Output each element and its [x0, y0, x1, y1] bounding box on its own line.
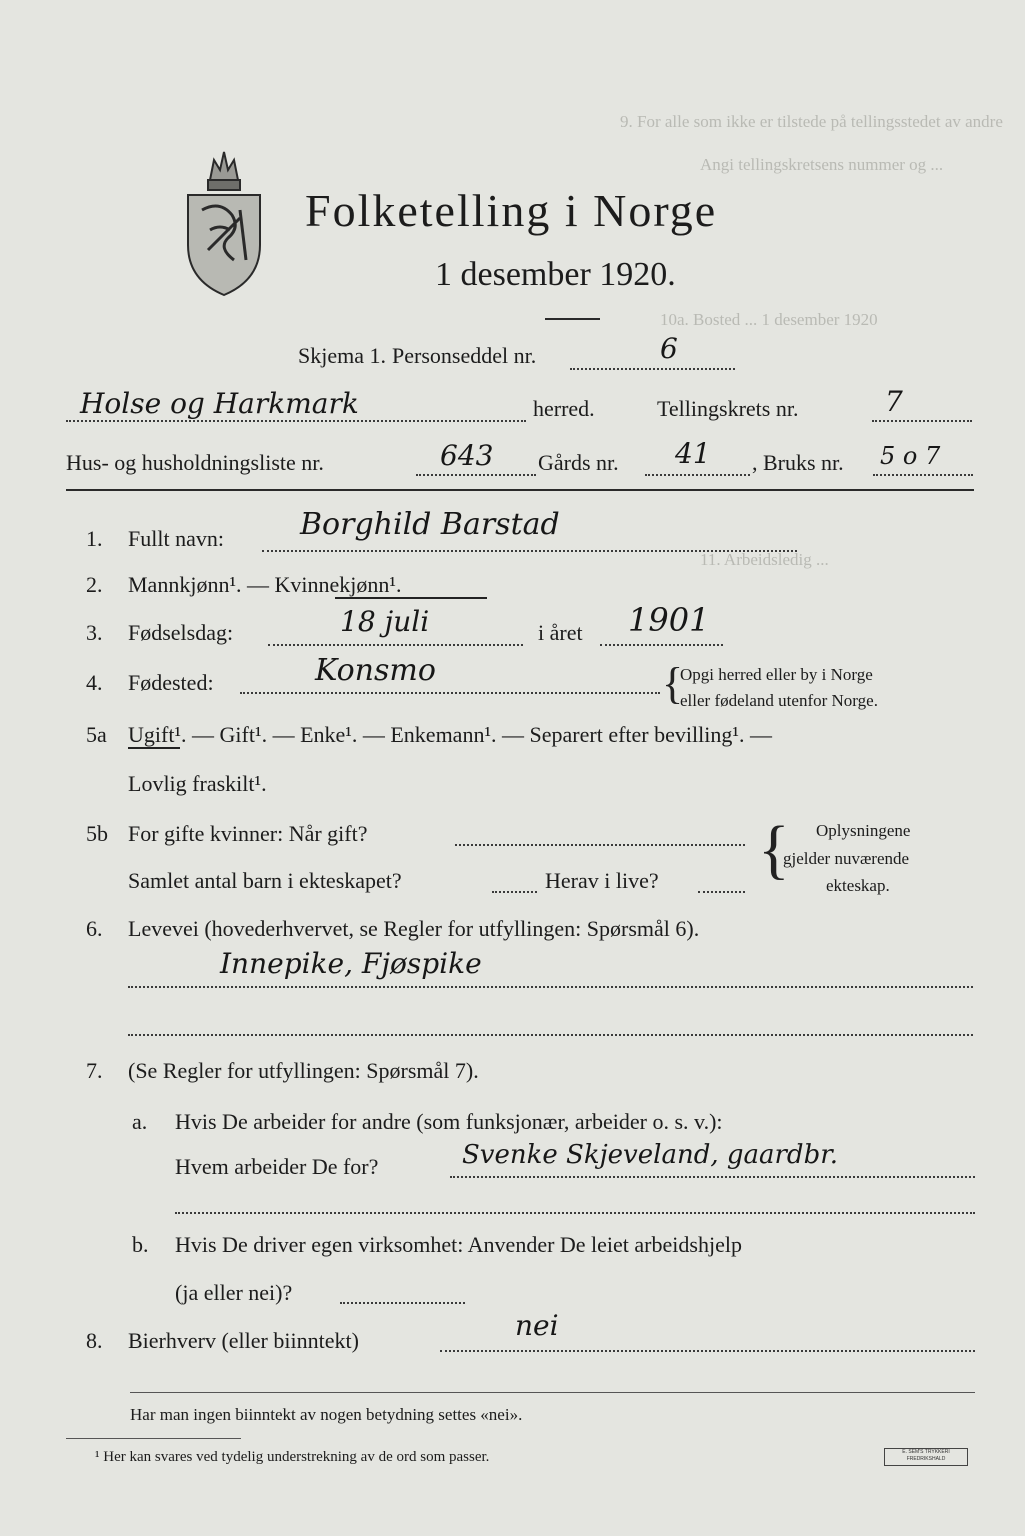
- q8-label: Bierhverv (eller biinntekt): [128, 1328, 359, 1353]
- q7a-question: Hvem arbeider De for?: [175, 1154, 379, 1179]
- birth-year-value: 1901: [628, 601, 710, 639]
- footnote: ¹ Her kan svares ved tydelig understrekning av de ord som passer.: [95, 1449, 490, 1465]
- q2-number: 2.: [86, 572, 103, 597]
- q7a-text: Hvis De arbeider for andre (som funksjonær, arbeider o. s. v.):: [175, 1109, 723, 1134]
- q6-number: 6.: [86, 916, 103, 941]
- q7b-question: (ja eller nei)?: [175, 1280, 293, 1305]
- birthplace-note-1: Opgi herred eller by i Norge: [680, 665, 873, 684]
- herred-label: herred.: [533, 396, 595, 421]
- birth-day-value: 18 juli: [340, 605, 430, 638]
- full-name-value: Borghild Barstad: [300, 507, 560, 542]
- show-through-text: 11. Arbeidsledig ...: [700, 550, 829, 569]
- footer-rule: [130, 1392, 975, 1393]
- marriage-note-1: Oplysningene: [816, 821, 911, 840]
- q3-number: 3.: [86, 620, 103, 645]
- side-income-value: nei: [515, 1309, 559, 1342]
- bruks-label: , Bruks nr.: [752, 450, 844, 475]
- birthplace-note-2: eller fødeland utenfor Norge.: [680, 691, 878, 710]
- title-divider: [545, 318, 600, 320]
- skjema-label: Skjema 1.: [298, 343, 386, 368]
- occupation-value: Innepike, Fjøspike: [220, 947, 482, 980]
- q8-number: 8.: [86, 1328, 103, 1353]
- printer-stamp: E. SEM'S TRYKKERI FREDRIKSHALD: [884, 1448, 968, 1466]
- q7-label: (Se Regler for utfyllingen: Spørsmål 7).: [128, 1058, 479, 1083]
- marital-status-options: Ugift¹. — Gift¹. — Enke¹. — Enkemann¹. — Separert efter bevilling¹. —: [128, 722, 772, 747]
- married-when-label: For gifte kvinner: Når gift?: [128, 821, 368, 846]
- q3-label: Fødselsdag:: [128, 620, 234, 645]
- q7a-letter: a.: [132, 1109, 148, 1134]
- bruks-value: 5 o 7: [880, 442, 941, 470]
- show-through-text: 9. For alle som ikke er tilstede på tellingsstedet av andre: [620, 112, 1003, 131]
- personseddel-value: 6: [660, 332, 678, 365]
- kvinnekjonn-underline: [335, 597, 487, 599]
- ugift-underline: [128, 747, 180, 749]
- q5a-number: 5a: [86, 722, 107, 747]
- children-count-label: Samlet antal barn i ekteskapet?: [128, 868, 402, 893]
- note-brace: {: [662, 659, 684, 708]
- q5b-number: 5b: [86, 821, 108, 846]
- header-rule: [66, 489, 974, 491]
- q7b-letter: b.: [132, 1232, 149, 1257]
- employer-value: Svenke Skjeveland, gaardbr.: [462, 1140, 839, 1170]
- footer-note: Har man ingen biinntekt av nogen betydning settes «nei».: [130, 1405, 523, 1424]
- year-label: i året: [538, 620, 583, 645]
- q1-label: Fullt navn:: [128, 526, 224, 551]
- footnote-rule: [66, 1438, 241, 1439]
- show-through-text: Angi tellingskretsens nummer og ...: [700, 155, 944, 174]
- q7b-text: Hvis De driver egen virksomhet: Anvender De leiet arbeidshjelp: [175, 1232, 742, 1257]
- marriage-note-3: ekteskap.: [826, 876, 890, 895]
- form-date: 1 desember 1920.: [435, 256, 676, 293]
- tellingskrets-value: 7: [885, 385, 903, 418]
- show-through-text: 10a. Bosted ... 1 desember 1920: [660, 310, 878, 329]
- gards-label: Gårds nr.: [538, 450, 619, 475]
- q1-number: 1.: [86, 526, 103, 551]
- norwegian-coat-of-arms-icon: [180, 140, 268, 300]
- hus-label: Hus- og husholdningsliste nr.: [66, 450, 324, 475]
- form-title: Folketelling i Norge: [305, 185, 718, 236]
- birthplace-value: Konsmo: [315, 653, 436, 688]
- q4-number: 4.: [86, 670, 103, 695]
- gender-options: Mannkjønn¹. — Kvinnekjønn¹.: [128, 572, 402, 597]
- children-alive-label: Herav i live?: [545, 868, 659, 893]
- q4-label: Fødested:: [128, 670, 214, 695]
- marriage-note-2: gjelder nuværende: [783, 849, 910, 868]
- personseddel-label: Personseddel nr.: [392, 343, 537, 368]
- tellingskrets-label: Tellingskrets nr.: [657, 396, 799, 421]
- q7-number: 7.: [86, 1058, 103, 1083]
- gards-value: 41: [675, 437, 711, 470]
- marital-status-options-2: Lovlig fraskilt¹.: [128, 771, 267, 796]
- q6-label: Levevei (hovederhvervet, se Regler for utfyllingen: Spørsmål 6).: [128, 916, 700, 941]
- hus-value: 643: [440, 439, 494, 472]
- herred-value: Holse og Harkmark: [80, 387, 359, 420]
- note-brace: {: [758, 813, 790, 886]
